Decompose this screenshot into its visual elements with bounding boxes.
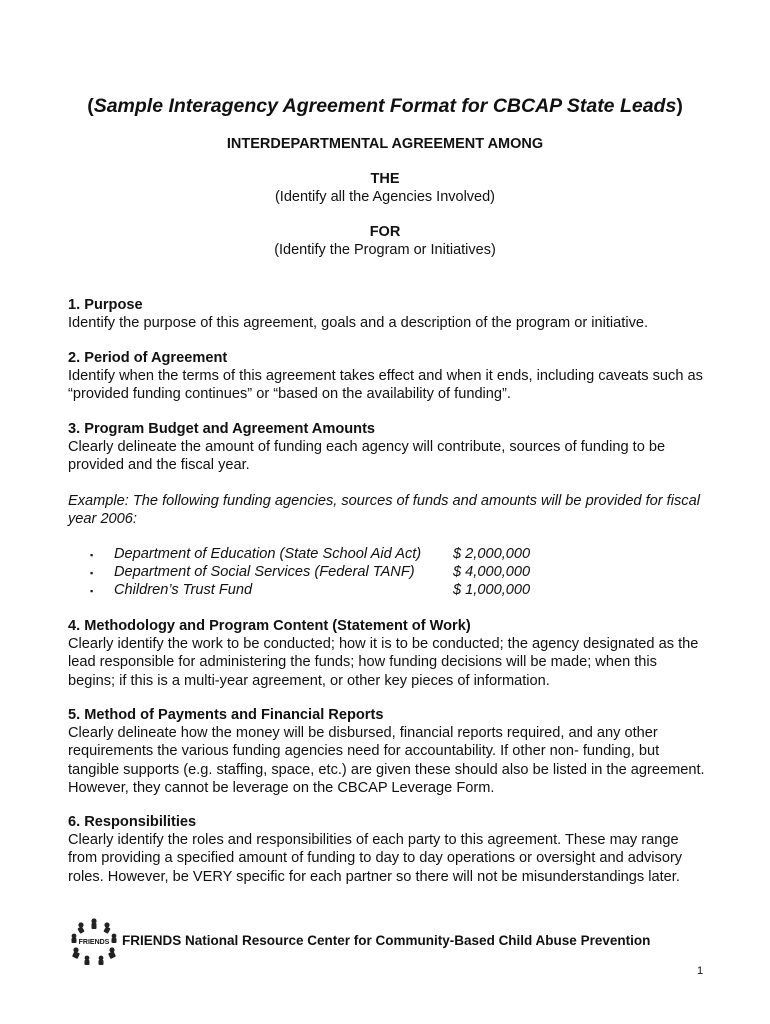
- title-open-paren: (: [87, 95, 94, 117]
- section-heading: 5. Method of Payments and Financial Reports: [68, 707, 384, 723]
- section-budget: [68, 420, 708, 475]
- agencies-placeholder: (Identify all the Agencies Involved): [274, 189, 496, 205]
- section-heading: 2. Period of Agreement: [68, 350, 228, 366]
- funding-amount: $ 4,000,000: [453, 564, 531, 581]
- funding-source: Children’s Trust Fund: [114, 582, 253, 599]
- section-body: Clearly identify the work to be conducted; how it is to be conducted; the agency designated as the lead responsible for administering the funds; how funding decisions will be made; when this begins; if this is a multi-year agreement, or other key pieces of information.: [68, 636, 699, 689]
- section-heading: 4. Methodology and Program Content (Statement of Work): [68, 618, 471, 634]
- bullet-icon: ▪: [90, 550, 94, 560]
- friends-logo: [68, 914, 120, 966]
- funding-list: [90, 545, 530, 600]
- friends-logo-icon: [68, 914, 120, 966]
- section-body: Clearly delineate how the money will be disbursed, financial reports required, and any other requirements the various funding agencies need for accountability. If other non- funding, but tangible supports (e.g. staffing, space, etc.) are given these should also be listed in the agreement. However, they cannot be leverage on the CBCAP Leverage Form.: [68, 725, 705, 796]
- funding-item: [90, 545, 530, 563]
- bullet-icon: ▪: [90, 568, 94, 579]
- footer-text: FRIENDS National Resource Center for Community-Based Child Abuse Prevention: [122, 932, 651, 948]
- section-body: Clearly identify the roles and responsibilities of each party to this agreement. These may range from providing a specified amount of funding to day to day operations or oversight and advisory roles. However, be VERY specific for each partner so there will not be misunderstandings later.: [68, 832, 683, 885]
- section-purpose: [68, 296, 708, 332]
- page-number: 1: [697, 965, 704, 977]
- funding-source: Department of Social Services (Federal TANF): [114, 564, 415, 581]
- funding-source: Department of Education (State School Aid Act): [114, 546, 422, 562]
- title-text: Sample Interagency Agreement Format for CBCAP State Leads: [93, 95, 677, 117]
- section-heading: 1. Purpose: [68, 297, 143, 313]
- section-responsibilities: [68, 813, 708, 886]
- funding-item: [90, 563, 530, 581]
- agreement-heading: INTERDEPARTMENTAL AGREEMENT AMONG: [226, 136, 544, 152]
- bullet-icon: ▪: [90, 586, 94, 597]
- section-body: Identify when the terms of this agreement takes effect and when it ends, including caveats such as “provided funding continues” or “based on the availability of funding”.: [68, 368, 703, 403]
- section-heading: 6. Responsibilities: [68, 814, 197, 830]
- title-close-paren: ): [676, 95, 683, 117]
- program-placeholder: (Identify the Program or Initiatives): [274, 242, 496, 258]
- section-body: Identify the purpose of this agreement, goals and a description of the program or initiative.: [68, 315, 649, 332]
- the-heading: THE: [370, 171, 400, 187]
- footer: [68, 914, 708, 966]
- section-period: [68, 349, 708, 404]
- funding-amount: $ 2,000,000: [453, 546, 531, 562]
- section-heading: 3. Program Budget and Agreement Amounts: [68, 421, 376, 437]
- funding-item: [90, 581, 530, 599]
- logo-wordmark: FRIENDS: [78, 939, 110, 946]
- funding-amount: $ 1,000,000: [453, 582, 531, 599]
- budget-example: Example: The following funding agencies, sources of funds and amounts will be provided for fiscal year 2006:: [68, 493, 700, 528]
- for-heading: FOR: [369, 224, 401, 240]
- section-body: Clearly delineate the amount of funding each agency will contribute, sources of funding to be provided and the fiscal year.: [68, 439, 666, 474]
- section-payments: [68, 706, 708, 797]
- section-methodology: [68, 617, 708, 690]
- document-title: [0, 95, 770, 118]
